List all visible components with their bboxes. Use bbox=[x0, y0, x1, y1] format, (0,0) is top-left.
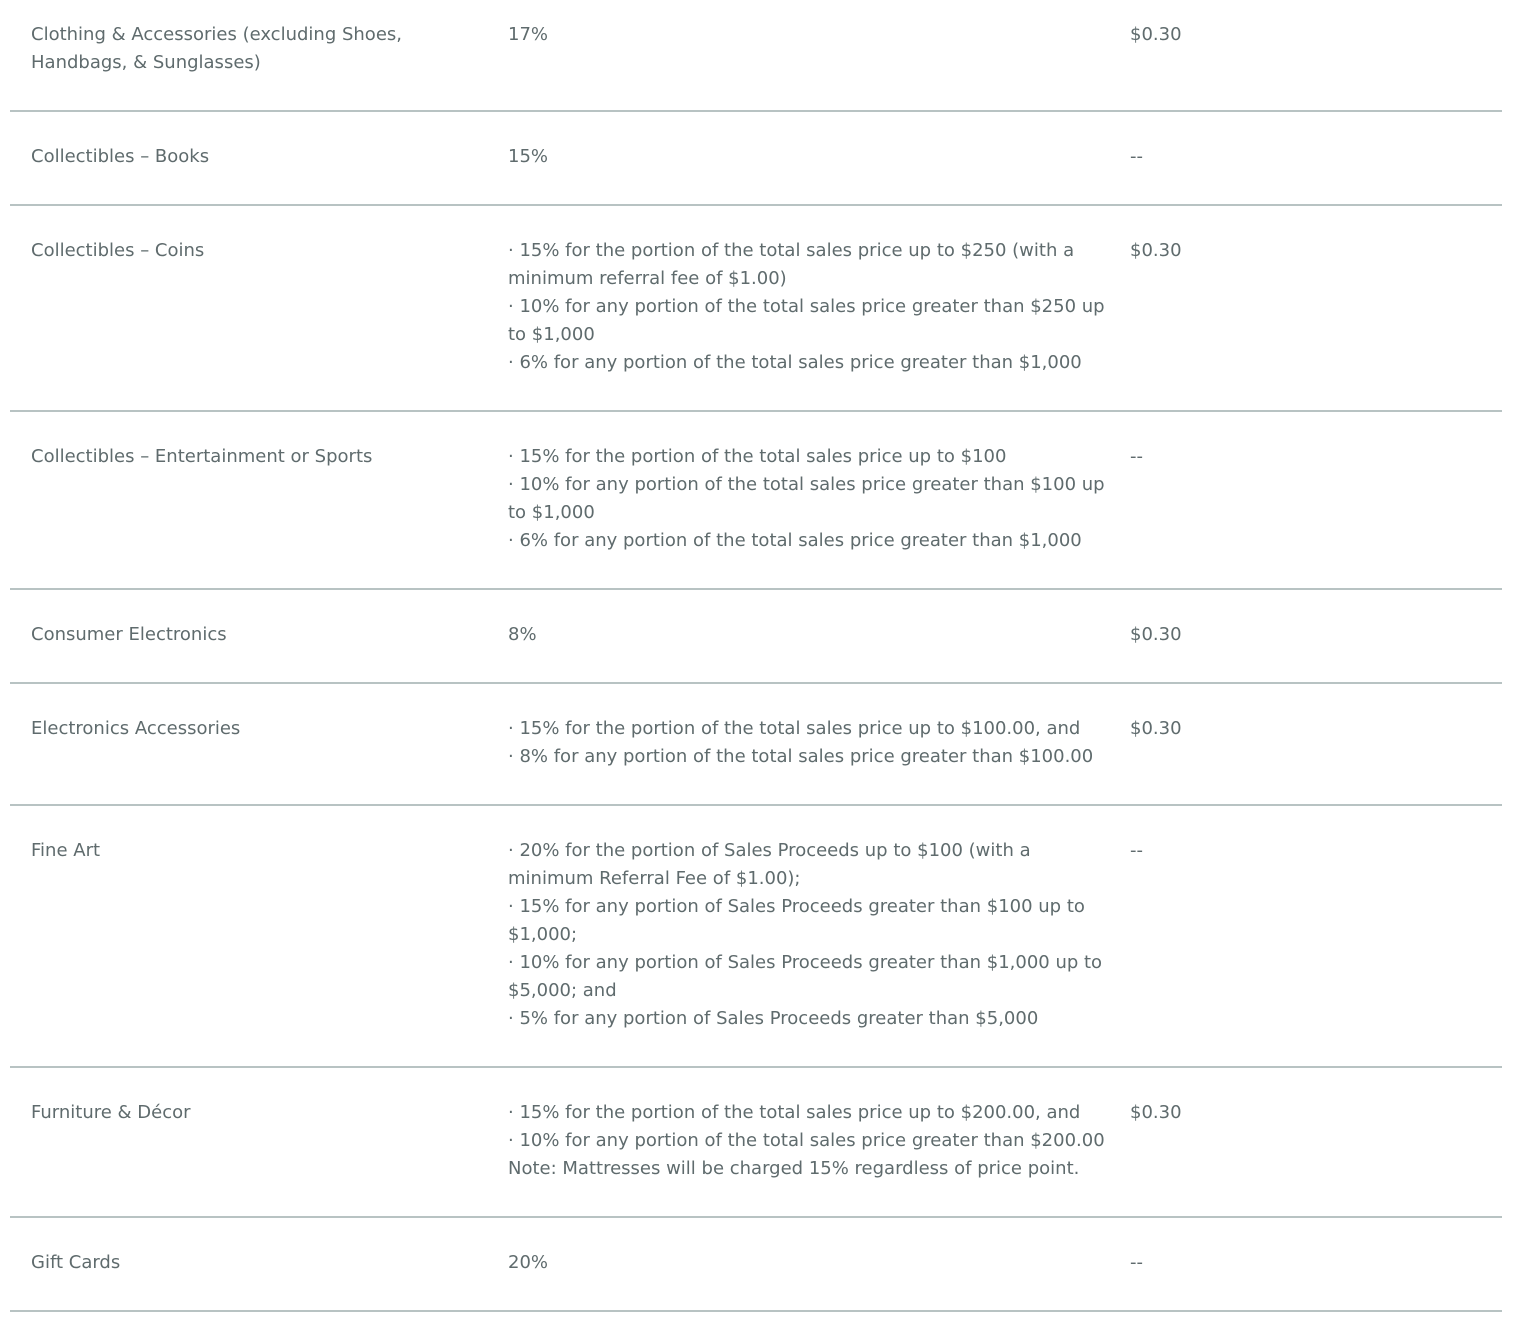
fee-line: · 6% for any portion of the total sales price greater than $1,000 bbox=[508, 530, 1082, 551]
table-row bbox=[10, 1218, 1502, 1312]
minimum-fee-cell: -- bbox=[1130, 1252, 1143, 1273]
table-row bbox=[10, 0, 1502, 112]
table-row bbox=[10, 206, 1502, 412]
minimum-fee-cell: $0.30 bbox=[1130, 24, 1182, 45]
fee-line: · 10% for any portion of the total sales price greater than $250 up to $1,000 bbox=[508, 296, 1105, 345]
category-cell: Collectibles – Coins bbox=[31, 240, 205, 261]
fee-line: · 15% for any portion of Sales Proceeds greater than $100 up to $1,000; bbox=[508, 896, 1085, 945]
category-cell: Electronics Accessories bbox=[31, 718, 241, 739]
category-cell: Fine Art bbox=[31, 840, 101, 861]
category-cell: Furniture & Décor bbox=[31, 1102, 191, 1123]
table-row bbox=[10, 806, 1502, 1068]
referral-fee-cell bbox=[508, 1218, 1130, 1310]
referral-fee-cell bbox=[508, 206, 1130, 410]
referral-fee-cell bbox=[508, 112, 1130, 204]
minimum-fee-cell: -- bbox=[1130, 840, 1143, 861]
category-cell: Collectibles – Books bbox=[31, 146, 210, 167]
fee-line: · 20% for the portion of Sales Proceeds up to $100 (with a minimum Referral Fee of $1.00); bbox=[508, 840, 1031, 889]
referral-fee-cell bbox=[508, 684, 1130, 804]
fee-line: · 8% for any portion of the total sales price greater than $100.00 bbox=[508, 746, 1094, 767]
referral-fee-cell bbox=[508, 0, 1130, 110]
fee-line: · 10% for any portion of Sales Proceeds greater than $1,000 up to $5,000; and bbox=[508, 952, 1103, 1001]
fee-line: 15% bbox=[508, 146, 549, 167]
minimum-fee-cell: $0.30 bbox=[1130, 240, 1182, 261]
table-row bbox=[10, 590, 1502, 684]
minimum-fee-cell: $0.30 bbox=[1130, 718, 1182, 739]
fee-line: Note: Mattresses will be charged 15% regardless of price point. bbox=[508, 1158, 1080, 1179]
minimum-fee-cell: $0.30 bbox=[1130, 1102, 1182, 1123]
fee-line: 20% bbox=[508, 1252, 549, 1273]
fee-line: · 15% for the portion of the total sales price up to $250 (with a minimum referral fee of $1.00) bbox=[508, 240, 1075, 289]
fee-line: 17% bbox=[508, 24, 549, 45]
referral-fee-cell bbox=[508, 1068, 1130, 1216]
fee-line: · 15% for the portion of the total sales price up to $200.00, and bbox=[508, 1102, 1081, 1123]
fee-line: · 15% for the portion of the total sales price up to $100.00, and bbox=[508, 718, 1081, 739]
category-cell: Clothing & Accessories (excluding Shoes, Handbags, & Sunglasses) bbox=[31, 24, 402, 73]
fee-line: · 10% for any portion of the total sales price greater than $100 up to $1,000 bbox=[508, 474, 1105, 523]
fee-line: · 10% for any portion of the total sales price greater than $200.00 bbox=[508, 1130, 1105, 1151]
referral-fee-table bbox=[10, 0, 1502, 1312]
table-row bbox=[10, 412, 1502, 590]
fee-line: · 6% for any portion of the total sales price greater than $1,000 bbox=[508, 352, 1082, 373]
category-cell: Consumer Electronics bbox=[31, 624, 227, 645]
fee-line: · 5% for any portion of Sales Proceeds greater than $5,000 bbox=[508, 1008, 1039, 1029]
fee-line: 8% bbox=[508, 624, 537, 645]
table-row bbox=[10, 112, 1502, 206]
minimum-fee-cell: -- bbox=[1130, 446, 1143, 467]
table-row bbox=[10, 684, 1502, 806]
table-row bbox=[10, 1068, 1502, 1218]
category-cell: Gift Cards bbox=[31, 1252, 121, 1273]
referral-fee-cell bbox=[508, 412, 1130, 588]
minimum-fee-cell: $0.30 bbox=[1130, 624, 1182, 645]
fee-line: · 15% for the portion of the total sales price up to $100 bbox=[508, 446, 1007, 467]
referral-fee-cell bbox=[508, 590, 1130, 682]
category-cell: Collectibles – Entertainment or Sports bbox=[31, 446, 373, 467]
minimum-fee-cell: -- bbox=[1130, 146, 1143, 167]
referral-fee-cell bbox=[508, 806, 1130, 1066]
